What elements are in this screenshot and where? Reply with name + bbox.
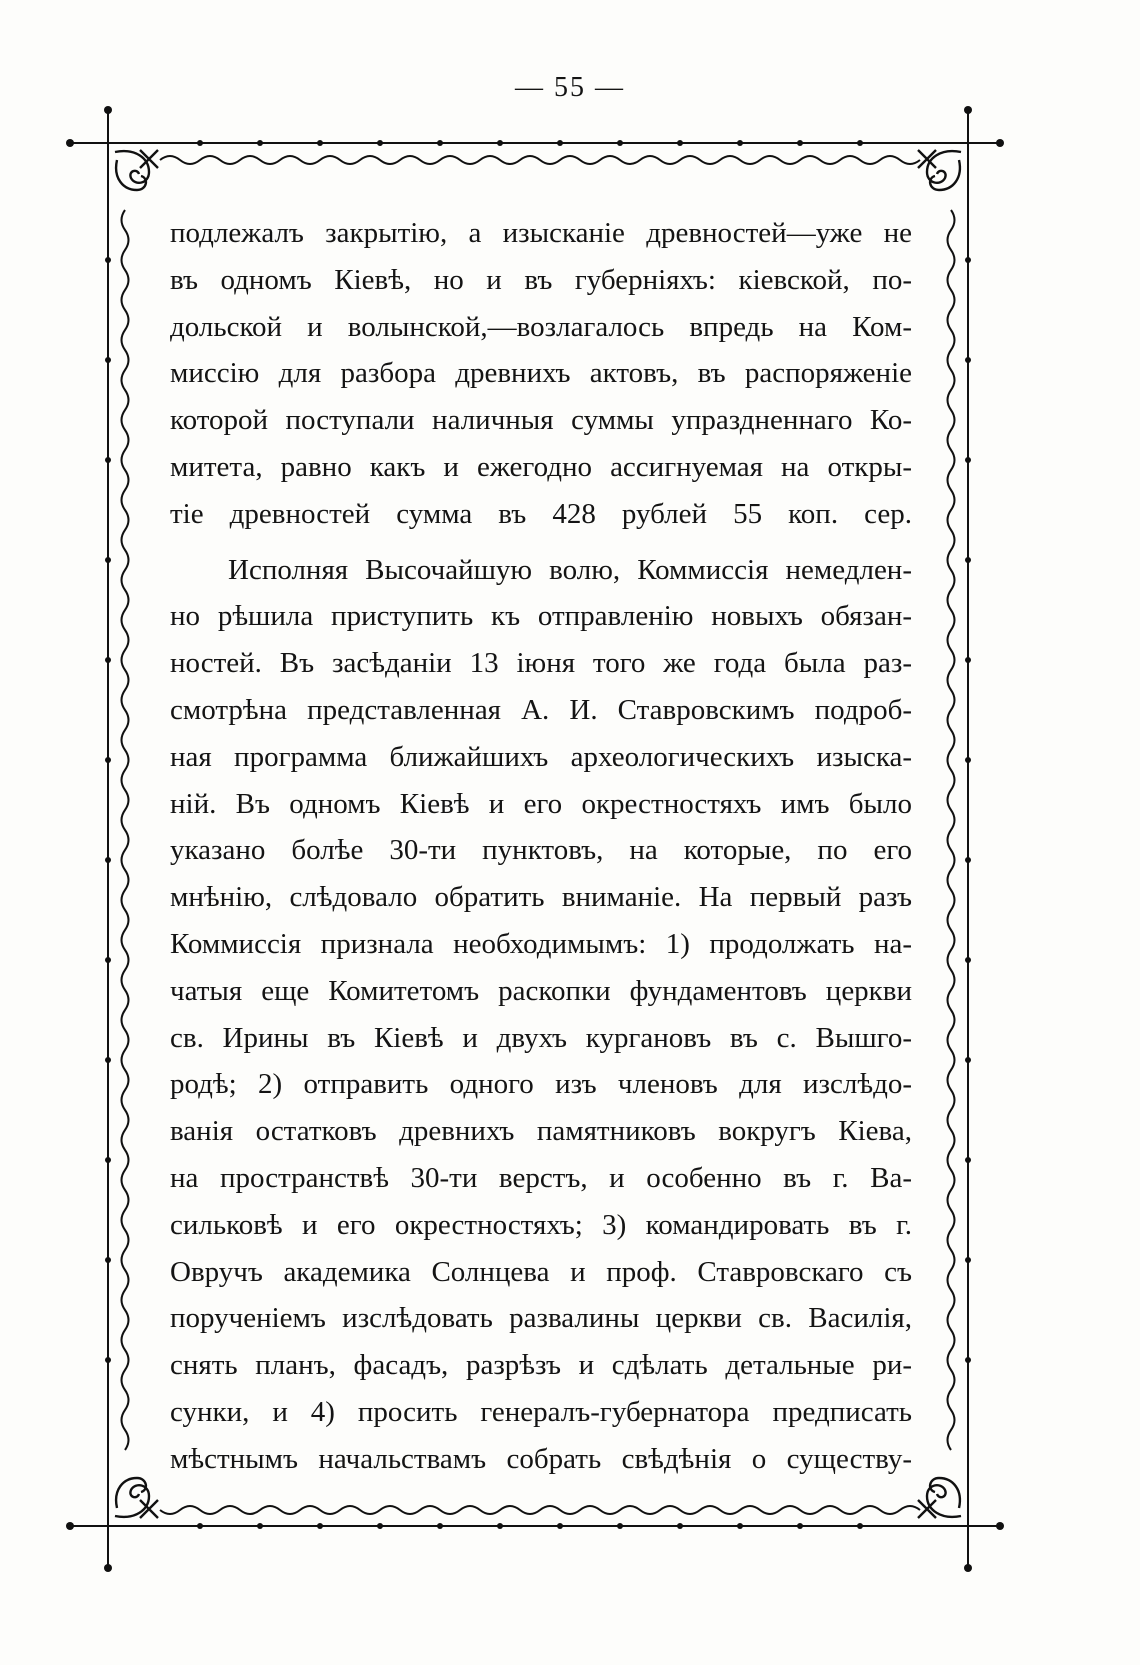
top-wave xyxy=(160,156,920,164)
text-line: ная программа ближайшихъ археологическихъ изыска- xyxy=(170,740,912,773)
text-line: которой поступали наличныя суммы упраздненнаго Ко- xyxy=(170,404,912,437)
text-line: ванія остатковъ древнихъ памятниковъ вокругъ Кіева, xyxy=(170,1115,912,1148)
rule-end-cap xyxy=(996,1522,1004,1530)
corner-ornament-bottom-left xyxy=(115,1478,158,1518)
rule-end-cap xyxy=(996,139,1004,147)
rule-end-cap xyxy=(964,106,972,114)
text-line: Овручъ академика Солнцева и проф. Ставровскаго съ xyxy=(170,1255,912,1288)
text-line: тіе древностей сумма въ 428 рублей 55 коп. сер. xyxy=(170,497,912,530)
text-line: Исполняя Высочайшую волю, Коммиссія немедлен- xyxy=(228,553,912,586)
corner-ornament-top-right xyxy=(918,150,961,190)
right-wave xyxy=(948,210,955,1450)
left-wave xyxy=(122,210,129,1450)
text-line: митета, равно какъ и ежегодно ассигнуемая на откры- xyxy=(170,450,912,483)
text-line: св. Ирины въ Кіевѣ и двухъ кургановъ въ с. Вышго- xyxy=(170,1021,912,1054)
rule-end-cap xyxy=(66,1522,74,1530)
page-number: — 55 — xyxy=(515,72,625,103)
text-line: указано болѣе 30-ти пунктовъ, на которые, по его xyxy=(170,834,912,867)
text-line: сильковѣ и его окрестностяхъ; 3) командировать въ г. xyxy=(170,1208,912,1241)
corner-ornament-top-left xyxy=(115,150,158,190)
rule-end-cap xyxy=(104,106,112,114)
text-line: Коммиссія признала необходимымъ: 1) продолжать на- xyxy=(170,927,912,960)
paragraph-2 xyxy=(170,547,912,1483)
rule-end-cap xyxy=(104,1564,112,1572)
text-line: мѣстнымъ начальствамъ собрать свѣдѣнія о существу- xyxy=(170,1442,912,1475)
text-line: ностей. Въ засѣданіи 13 іюня того же года была раз- xyxy=(170,647,912,680)
text-line: но рѣшила приступить къ отправленію новыхъ обязан- xyxy=(170,600,912,633)
text-line: дольской и волынской,—возлагалось впредь на Ком- xyxy=(170,310,912,343)
text-line: на пространствѣ 30-ти верстъ, и особенно въ г. Ва- xyxy=(170,1161,912,1194)
text-line: мнѣнію, слѣдовало обратить вниманіе. На первый разъ xyxy=(170,881,912,914)
text-line: сунки, и 4) просить генералъ-губернатора предписать xyxy=(170,1395,912,1428)
corner-ornament-bottom-right xyxy=(918,1478,961,1518)
text-line: ній. Въ одномъ Кіевѣ и его окрестностяхъ имъ было xyxy=(170,787,912,820)
text-line: смотрѣна представленная А. И. Ставровскимъ подроб- xyxy=(170,693,912,726)
bottom-wave xyxy=(160,1506,920,1514)
text-line: снять планъ, фасадъ, разрѣзъ и сдѣлать детальные ри- xyxy=(170,1349,912,1382)
rule-end-cap xyxy=(964,1564,972,1572)
text-line: чатыя еще Комитетомъ раскопки фундаментовъ церкви xyxy=(170,974,912,1007)
text-line: родѣ; 2) отправить одного изъ членовъ для изслѣдо- xyxy=(170,1068,912,1101)
rule-end-cap xyxy=(66,139,74,147)
body-text xyxy=(170,210,912,1483)
text-line: въ одномъ Кіевѣ, но и въ губерніяхъ: кіевской, по- xyxy=(170,263,912,296)
text-line: порученіемъ изслѣдовать развалины церкви св. Василія, xyxy=(170,1302,912,1335)
text-line: миссію для разбора древнихъ актовъ, въ распоряженіе xyxy=(170,357,912,390)
paragraph-1 xyxy=(170,210,912,538)
text-line: подлежалъ закрытію, а изысканіе древностей—уже не xyxy=(170,217,912,249)
